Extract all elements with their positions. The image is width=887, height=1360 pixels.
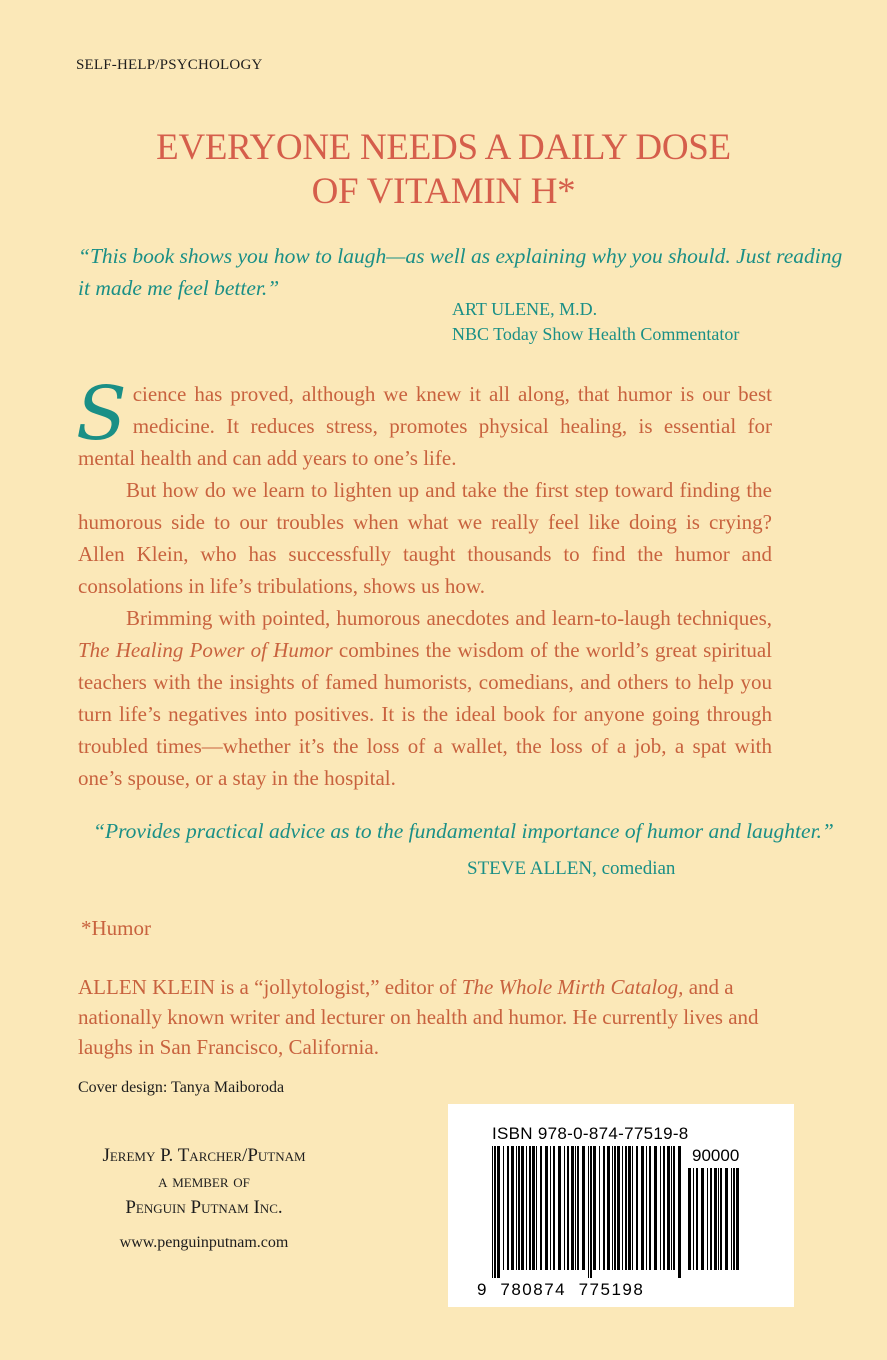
barcode-bar [678, 1146, 681, 1278]
barcode-bar [688, 1168, 691, 1270]
barcode-bar [622, 1146, 623, 1270]
barcode-bar [710, 1168, 712, 1270]
barcode-bar [590, 1146, 592, 1278]
barcode-bar [575, 1146, 576, 1270]
barcode-bar [646, 1146, 647, 1270]
barcode-bar [593, 1146, 596, 1270]
endorsement-2-attribution [467, 858, 675, 880]
barcode-bar [497, 1146, 500, 1278]
drop-cap: S [76, 371, 127, 457]
endorser-2-name: STEVE ALLEN, [467, 858, 597, 879]
endorser-2-role: comedian [596, 858, 676, 879]
price-code-label: 90000 [692, 1146, 740, 1165]
barcode-bar [673, 1146, 675, 1270]
category-label: SELF-HELP/PSYCHOLOGY [76, 57, 263, 73]
headline-line-1: EVERYONE NEEDS A DAILY DOSE [156, 127, 731, 168]
barcode-bar [736, 1168, 739, 1270]
barcode-bar [663, 1146, 665, 1270]
barcode-bar [607, 1146, 610, 1270]
barcode-bar [526, 1146, 527, 1270]
catalog-title: The Whole Mirth Catalog, [461, 975, 684, 999]
body-paragraph-3: Brimming with pointed, humorous anecdotes and learn-to-laugh techniques, The Healing Power of Humor combines the wisdom of the world’s great spiritual teachers with the insights of famed humorists, comedians, and others to help you turn life’s negatives into positives. It is the ideal book for anyone going through troubled times—whether it’s the loss of a wallet, the loss of a job, a spat with one’s spouse, or a stay in the hospital. [78, 606, 772, 790]
barcode-bar [529, 1146, 531, 1270]
barcode-bar [632, 1146, 633, 1270]
ean-barcode [492, 1146, 682, 1278]
barcode-bar [577, 1146, 579, 1270]
barcode-bar [503, 1146, 504, 1270]
barcode-bar [536, 1146, 537, 1270]
cover-design-credit: Cover design: Tanya Maiboroda [78, 1079, 285, 1096]
barcode-bar [660, 1146, 661, 1270]
barcode-bar [521, 1146, 524, 1270]
barcode-bar [545, 1146, 548, 1270]
barcode-bar [588, 1146, 589, 1278]
barcode-bar [731, 1168, 732, 1270]
barcode-bar [494, 1146, 496, 1278]
barcode-bar [516, 1146, 517, 1270]
barcode-bar [603, 1146, 605, 1270]
publisher-member-of: a member of [158, 1171, 250, 1192]
barcode-bar [492, 1146, 493, 1278]
barcode-bar [636, 1146, 638, 1270]
barcode-bar [671, 1146, 672, 1270]
endorser-1-role: NBC Today Show Health Commentator [452, 324, 740, 344]
barcode-bar [625, 1146, 627, 1270]
barcode-bar [532, 1146, 535, 1270]
barcode-bar [540, 1146, 542, 1270]
barcode-bar [614, 1146, 616, 1270]
isbn-label: ISBN 978-0-874-77519-8 [492, 1124, 689, 1143]
body-paragraph-1: Science has proved, although we knew it all along, that humor is our best medicine. It reduces stress, promotes physical healing, is essential for mental health and can add years to one’s life. [76, 371, 772, 470]
barcode-bar [696, 1168, 698, 1270]
endorsement-quote-2: “Provides practical advice as to the fundamental importance of humor and laughter.” [93, 819, 834, 843]
footnote: *Humor [81, 916, 151, 940]
barcode-bar [550, 1146, 551, 1270]
author-bio: ALLEN KLEIN is a “jollytologist,” editor of The Whole Mirth Catalog, and a nationally known writer and lecturer on health and humor. He currently lives and laughs in San Francisco, California. [78, 975, 759, 1059]
barcode-bar [599, 1146, 600, 1270]
barcode-bar [733, 1168, 735, 1270]
barcode-panel [448, 1104, 794, 1307]
barcode-bar [718, 1168, 719, 1270]
barcode-bar [507, 1146, 509, 1270]
endorsement-quote-1: “This book shows you how to laugh—as well as explaining why you should. Just reading it made me feel better.” [78, 244, 843, 300]
barcode-bar [714, 1168, 717, 1270]
publisher-parent: Penguin Putnam Inc. [125, 1197, 283, 1218]
ean-number: 9 780874 775198 [477, 1280, 645, 1299]
barcode-bar [654, 1146, 657, 1270]
barcode-bar [707, 1168, 708, 1270]
headline-line-2: OF VITAMIN H* [311, 171, 576, 212]
barcode-bar [567, 1146, 569, 1270]
barcode-bar [558, 1146, 561, 1270]
barcode-bar [617, 1146, 620, 1270]
barcode-bar [564, 1146, 565, 1270]
endorser-1-name: ART ULENE, M.D. [452, 299, 598, 319]
barcode-bar [641, 1146, 644, 1270]
barcode-bar [582, 1146, 585, 1270]
barcode-bar [553, 1146, 555, 1270]
barcode-bar [649, 1146, 651, 1270]
body-paragraph-2: But how do we learn to lighten up and take the first step toward finding the humorous side to our troubles when what we really feel like doing is crying? Allen Klein, who has successfully taught thousands to find the humor and consolations in life’s tribulations, shows us how. [78, 478, 772, 598]
endorsement-1-attribution [452, 297, 739, 347]
barcode-bar [628, 1146, 631, 1270]
barcode-bar [571, 1146, 574, 1270]
price-code-barcode [688, 1168, 744, 1278]
barcode-bar [511, 1146, 514, 1270]
description-body [76, 371, 772, 794]
barcode-bar [693, 1168, 694, 1270]
barcode-bar [518, 1146, 520, 1270]
barcode-bar [667, 1146, 670, 1270]
barcode-bar [612, 1146, 613, 1270]
barcode-bar [701, 1168, 704, 1270]
publisher-website: www.penguinputnam.com [119, 1234, 289, 1251]
publisher-name: Jeremy P. Tarcher/Putnam [102, 1145, 306, 1166]
barcode-bar [725, 1168, 728, 1270]
book-title: The Healing Power of Humor [78, 638, 333, 662]
headline [0, 126, 887, 214]
publisher-block [62, 1143, 346, 1256]
barcode-bar [720, 1168, 722, 1270]
